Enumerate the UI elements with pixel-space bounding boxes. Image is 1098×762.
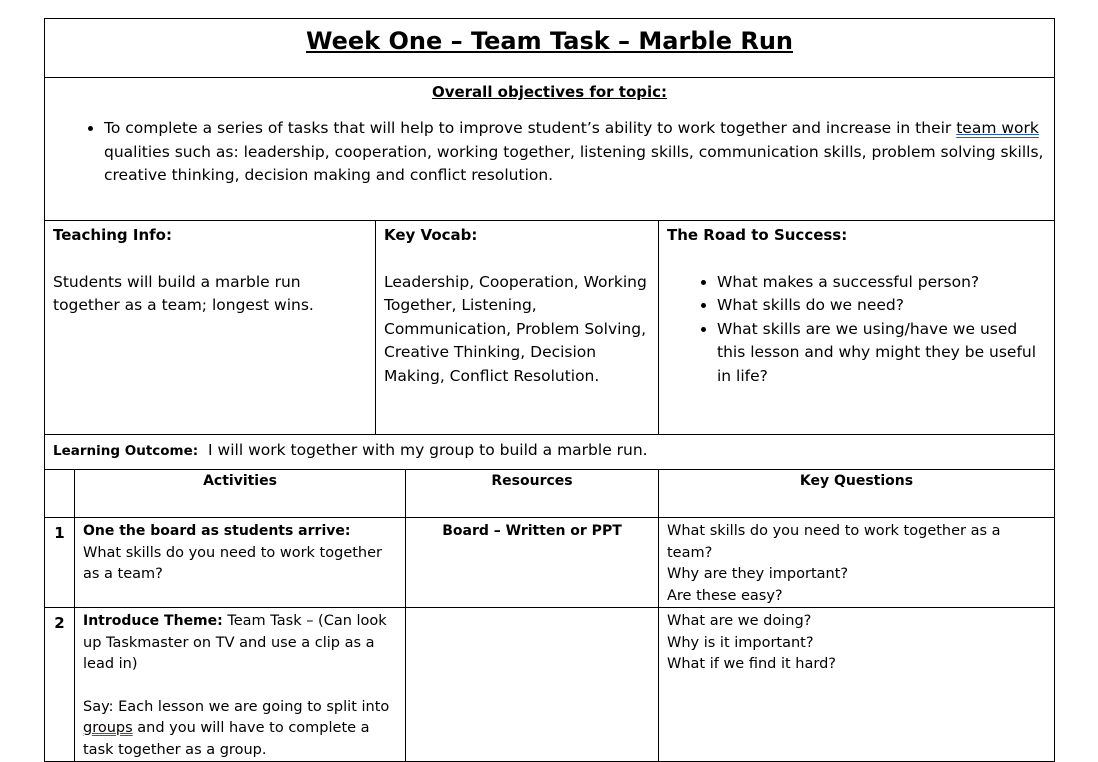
key-questions-header: Key Questions	[659, 470, 1055, 518]
road-heading: The Road to Success:	[667, 226, 848, 244]
question-item: What are we doing?	[667, 613, 812, 629]
key-vocab-cell	[376, 221, 659, 435]
road-to-success-cell	[659, 221, 1055, 435]
teaching-info-cell	[45, 221, 376, 435]
objectives-heading: Overall objectives for topic:	[431, 83, 668, 101]
say-text-groups: groups	[83, 720, 133, 736]
objective-text-teamwork: team work	[956, 119, 1039, 137]
number-header	[45, 470, 75, 518]
row-number: 1	[45, 518, 75, 608]
question-item: Are these easy?	[667, 587, 783, 604]
say-text-end: and you will have to complete a task together as a group.	[83, 720, 370, 758]
lesson-plan-document	[44, 18, 1054, 762]
activity-title: One the board as students arrive:	[83, 523, 351, 539]
key-vocab-text: Leadership, Cooperation, Working Together, Listening, Communication, Problem Solving, Creative Thinking, Decision Making, Conflict Resolution.	[384, 272, 647, 385]
question-item: What if we find it hard?	[667, 656, 836, 672]
activity-text: Team Task – (Can look up Taskmaster on TV and use a clip as a lead in)	[83, 613, 387, 672]
activity-cell	[75, 608, 406, 762]
lesson-plan-table	[44, 18, 1055, 762]
activity-cell	[75, 518, 406, 608]
learning-outcome-label: Learning Outcome:	[53, 443, 199, 459]
teaching-info-text: Students will build a marble run together as a team; longest wins.	[53, 272, 314, 314]
table-row	[45, 518, 1055, 608]
objectives-list	[53, 117, 1046, 188]
objective-text-end: qualities such as: leadership, cooperation, working together, listening skills, communication skills, problem solving skills, creative thinking, decision making and conflict resolution.	[104, 142, 1044, 184]
table-row	[45, 608, 1055, 762]
objectives-section	[45, 78, 1055, 221]
question-item: Why is it important?	[667, 634, 814, 651]
road-item: • What skills do we need?	[717, 294, 1046, 318]
resource-cell: Board – Written or PPT	[406, 518, 659, 608]
learning-outcome-cell	[45, 435, 1055, 470]
learning-outcome-text: I will work together with my group to build a marble run.	[208, 441, 648, 459]
resource-cell	[406, 608, 659, 762]
road-list	[667, 271, 1046, 389]
teaching-info-heading: Teaching Info:	[53, 226, 172, 244]
objective-item	[104, 117, 1046, 188]
row-number: 2	[45, 608, 75, 762]
questions-cell	[659, 518, 1055, 608]
say-text-start: Say: Each lesson we are going to split into	[83, 698, 390, 715]
page-title: Week One – Team Task – Marble Run	[45, 19, 1055, 78]
question-item: Why are they important?	[667, 566, 849, 582]
questions-cell	[659, 608, 1055, 762]
objective-text-start: To complete a series of tasks that will help to improve student’s ability to work together and increase in their	[104, 119, 957, 137]
activities-header: Activities	[75, 470, 406, 518]
activity-title: Introduce Theme:	[83, 613, 223, 629]
resources-header: Resources	[406, 470, 659, 518]
key-vocab-heading: Key Vocab:	[384, 226, 478, 244]
question-item: What skills do you need to work together as a team?	[667, 523, 1001, 561]
activity-text: What skills do you need to work together as a team?	[83, 544, 382, 582]
road-item: • What makes a successful person?	[717, 271, 1046, 295]
road-item: • What skills are we using/have we used this lesson and why might they be useful in life?	[717, 318, 1046, 389]
